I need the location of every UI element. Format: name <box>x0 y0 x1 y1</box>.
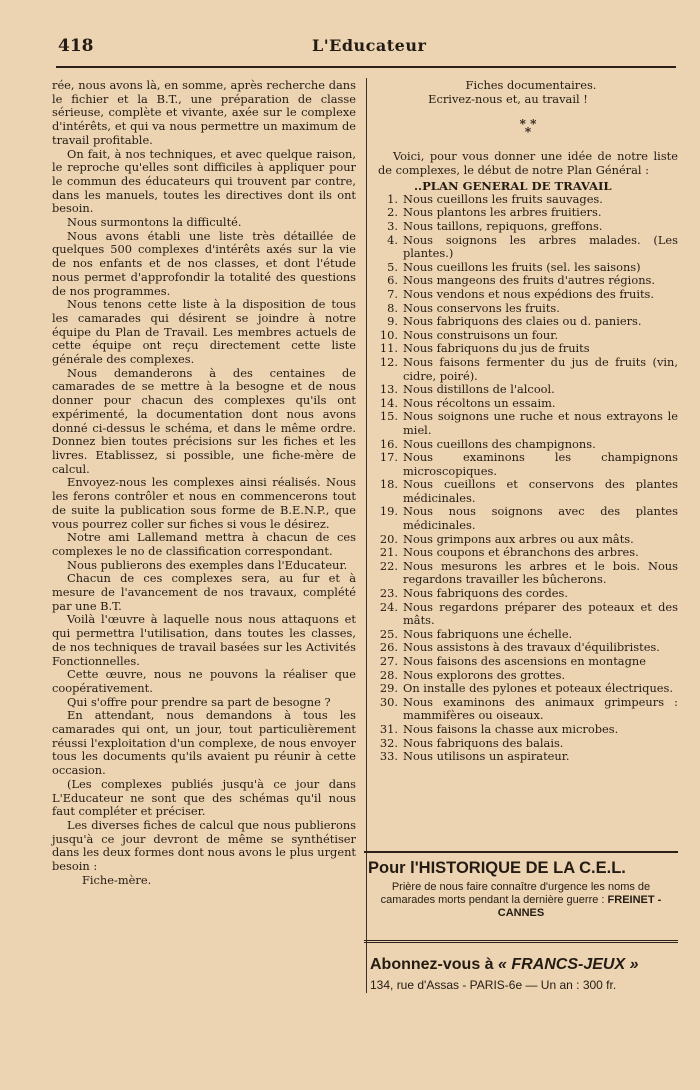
plan-item-text: Nous utilisons un aspirateur. <box>403 749 570 764</box>
plan-item-text: Nous assistons à des travaux d'équilibristes. <box>403 640 660 655</box>
plan-item-number: 11. <box>379 341 398 356</box>
plan-item-text: Nous plantons les arbres fruitiers. <box>403 205 602 220</box>
plan-item-number: 15. <box>379 409 398 424</box>
plan-item-number: 13. <box>379 382 398 397</box>
plan-item <box>378 193 678 207</box>
plan-item <box>378 546 678 560</box>
plan-item <box>378 533 678 547</box>
plan-item-text: Nous coupons et ébranchons des arbres. <box>403 545 639 560</box>
plan-item-number: 21. <box>379 545 398 560</box>
plan-item-number: 6. <box>387 273 398 288</box>
right-column <box>378 79 678 764</box>
plan-item-text: Nous faisons la chasse aux microbes. <box>403 721 619 736</box>
plan-item-number: 24. <box>379 599 398 614</box>
plan-item <box>378 288 678 302</box>
plan-item <box>378 641 678 655</box>
plan-item <box>378 356 678 383</box>
paragraph: Nous surmontons la difficulté. <box>67 215 242 230</box>
plan-item-number: 3. <box>387 219 398 233</box>
plan-item-number: 7. <box>387 286 398 301</box>
abonnement-title <box>370 955 678 975</box>
plan-item-text: Nous soignons une ruche et nous extrayons le miel. <box>403 409 678 437</box>
plan-item-number: 17. <box>379 450 398 465</box>
plan-item <box>378 234 678 261</box>
paragraph: Cette œuvre, nous ne pouvons la réaliser que coopérativement. <box>52 667 356 695</box>
historique-notice <box>364 851 678 920</box>
plan-item-text: Nous conservons les fruits. <box>403 300 560 315</box>
paragraph: En attendant, nous demandons à tous les camarades qui ont, un jour, tout particulièrement réussi l'exploitation d'un complexe, de nous envoyer tous les documents qu'ils avaient pu réunir à cette occasion. <box>52 708 356 778</box>
plan-item-number: 31. <box>379 721 398 736</box>
plan-item-number: 14. <box>379 395 398 410</box>
paragraph: Nous tenons cette liste à la disposition de tous les camarades qui désirent se joindre à notre équipe du Plan de Travail. Les membres actuels de cette équipe ont reçu directement cette liste générale des complexes. <box>52 297 356 367</box>
plan-item-number: 28. <box>379 667 398 682</box>
plan-item <box>378 505 678 532</box>
plan-item <box>378 315 678 329</box>
plan-item <box>378 750 678 764</box>
paragraph: (Les complexes publiés jusqu'à ce jour dans L'Educateur ne sont que des schémas qu'il nous faut compléter et préciser. <box>52 776 356 819</box>
paragraph: Les diverses fiches de calcul que nous publierons jusqu'à ce jour devront de même se synthétiser dans les deux formes dont nous avons le plus urgent besoin : <box>52 817 356 874</box>
abonnement-name: « FRANCS-JEUX » <box>498 956 639 973</box>
plan-item-text: Nous cueillons les fruits (sel. les saisons) <box>403 259 641 274</box>
plan-list <box>378 193 678 764</box>
plan-item-number: 8. <box>387 300 398 315</box>
plan-item <box>378 723 678 737</box>
paragraph: Nous publierons des exemples dans l'Educateur. <box>67 557 348 572</box>
paragraph: rée, nous avons là, en somme, après recherche dans le fichier et la B.T., une préparation de classe sérieuse, complète et vivante, axée sur le complexe d'intérêts, et qui va nous permettre un maximum de travail profitable. <box>52 78 356 147</box>
plan-item <box>378 220 678 234</box>
abonnement-address: 134, rue d'Assas - PARIS-6e — Un an : 300 fr. <box>370 978 617 992</box>
plan-lead: Voici, pour vous donner une idée de notre liste de complexes, le début de notre Plan Général : <box>378 149 678 178</box>
plan-item-text: Nous examinons les champignons microscopiques. <box>403 450 678 478</box>
plan-item-text: Nous fabriquons des cordes. <box>403 586 568 601</box>
plan-item-text: Nous fabriquons du jus de fruits <box>403 341 590 356</box>
plan-item-number: 27. <box>379 654 398 668</box>
plan-item <box>378 438 678 452</box>
plan-item-number: 16. <box>379 436 398 451</box>
plan-item-text: Nous faisons fermenter du jus de fruits (vin, cidre, poiré). <box>403 354 678 383</box>
plan-item <box>378 383 678 397</box>
plan-item-text: Nous construisons un four. <box>403 327 559 342</box>
header-rule <box>56 66 676 68</box>
plan-item-text: Nous soignons les arbres malades. (Les plantes.) <box>403 232 678 261</box>
historique-contact: FREINET - CANNES <box>497 894 662 919</box>
abonnement-notice <box>364 940 678 992</box>
plan-item-text: Nous fabriquons des balais. <box>403 735 564 750</box>
plan-item <box>378 478 678 505</box>
plan-item-number: 18. <box>379 477 398 492</box>
plan-item-number: 26. <box>379 640 398 655</box>
plan-item-number: 5. <box>387 259 398 274</box>
paragraph: Notre ami Lallemand mettra à chacun de ces complexes le no de classification correspondant. <box>52 530 356 558</box>
plan-item-number: 10. <box>379 327 398 342</box>
plan-item-number: 20. <box>379 531 398 546</box>
plan-item-text: Nous cueillons des champignons. <box>403 436 596 451</box>
plan-item-number: 4. <box>387 232 398 247</box>
paragraph: Envoyez-nous les complexes ainsi réalisés. Nous les ferons contrôler et nous en commencerons tout de suite la publication sous forme de B.E.N.P., que vous pourrez coller sur fiches si vous le désirez. <box>52 475 356 531</box>
plan-item-text: Nous regardons préparer des poteaux et des mâts. <box>403 599 678 628</box>
plan-item <box>378 274 678 288</box>
plan-item-text: Nous cueillons les fruits sauvages. <box>403 191 603 206</box>
plan-item-text: Nous examinons des animaux grimpeurs : mammifères ou oiseaux. <box>403 694 678 723</box>
plan-item <box>378 342 678 356</box>
plan-item-text: Nous taillons, repiquons, greffons. <box>403 219 603 233</box>
plan-item <box>378 669 678 683</box>
plan-item-number: 33. <box>379 749 398 764</box>
historique-text: Prière de nous faire connaître d'urgence les noms de camarades morts pendant la dernière guerre : <box>380 881 651 906</box>
plan-item-text: Nous vendons et nous expédions des fruits. <box>403 286 655 301</box>
plan-item-text: Nous grimpons aux arbres ou aux mâts. <box>403 531 634 546</box>
plan-item-text: Nous mesurons les arbres et le bois. Nous regardons travailler les bûcherons. <box>403 558 678 587</box>
plan-title: ..PLAN GENERAL DE TRAVAIL <box>414 178 612 193</box>
plan-item <box>378 560 678 587</box>
plan-item-text: Nous faisons des ascensions en montagne <box>403 654 646 668</box>
abonnement-prefix: Abonnez-vous à <box>370 956 494 973</box>
plan-item-text: Nous mangeons des fruits d'autres régions. <box>403 273 655 288</box>
plan-item <box>378 587 678 601</box>
page-number: 418 <box>58 36 94 56</box>
plan-item-number: 25. <box>379 626 398 641</box>
plan-item-text: Nous nous soignons avec des plantes médicinales. <box>403 504 678 533</box>
plan-item-number: 1. <box>387 191 398 206</box>
plan-item-number: 32. <box>379 735 398 750</box>
plan-item <box>378 628 678 642</box>
left-column <box>52 79 356 887</box>
plan-item <box>378 696 678 723</box>
historique-body <box>364 881 678 920</box>
plan-item-number: 12. <box>379 354 398 369</box>
plan-item-number: 2. <box>387 205 398 220</box>
stars-text: * * * <box>519 117 537 140</box>
plan-item-text: Nous récoltons un essaim. <box>403 395 556 410</box>
intro-line: Ecrivez-nous et, au travail ! <box>428 91 588 106</box>
paragraph: On fait, à nos techniques, et avec quelque raison, le reproche qu'elles sont difficiles à appliquer pour le commun des éducateurs qui trouvent par contre, dans les manuels, toutes les directives dont ils ont besoin. <box>52 146 356 216</box>
plan-item-text: Nous cueillons et conservons des plantes médicinales. <box>403 477 678 505</box>
plan-item-number: 19. <box>379 504 398 519</box>
plan-item <box>378 737 678 751</box>
plan-item-text: Nous fabriquons des claies ou d. paniers. <box>403 314 642 329</box>
plan-item <box>378 302 678 316</box>
section-stars <box>378 117 678 140</box>
plan-item <box>378 397 678 411</box>
plan-item-text: On installe des pylones et poteaux électriques. <box>403 681 673 696</box>
plan-item <box>378 261 678 275</box>
running-title: L'Educateur <box>312 36 427 55</box>
plan-item <box>378 329 678 343</box>
plan-item-number: 30. <box>379 694 398 709</box>
plan-item-number: 9. <box>387 314 398 329</box>
plan-item <box>378 655 678 669</box>
historique-title: Pour l'HISTORIQUE DE LA C.E.L. <box>368 859 626 877</box>
plan-item <box>378 451 678 478</box>
plan-item <box>378 682 678 696</box>
plan-item-number: 23. <box>379 586 398 601</box>
paragraph: Chacun de ces complexes sera, au fur et à mesure de l'avancement de nos travaux, complété par une B.T. <box>52 571 356 613</box>
paragraph: Qui s'offre pour prendre sa part de besogne ? <box>67 694 331 709</box>
plan-item <box>378 601 678 628</box>
plan-item-text: Nous distillons de l'alcool. <box>403 382 555 397</box>
paragraph: Fiche-mère. <box>82 872 152 887</box>
plan-item <box>378 410 678 437</box>
plan-item-text: Nous explorons des grottes. <box>403 667 566 682</box>
paragraph: Nous avons établi une liste très détaillée de quelques 500 complexes d'intérêts axés sur la vie de nos enfants et de nos classes, et dont l'étude nous permet d'approfondir la totalité des questions de nos programmes. <box>52 228 356 298</box>
plan-item <box>378 206 678 220</box>
paragraph: Nous demanderons à des centaines de camarades de se mettre à la besogne et de nous donner pour chacun des complexes qu'ils ont expérimenté, la documentation dont nous avons donné ci-dessus le schéma, et dans le même ordre. Donnez bien toutes précisions sur les fiches et les livres. Etablissez, si possible, une fiche-mère de calcul. <box>52 365 356 476</box>
plan-item-number: 22. <box>379 558 398 573</box>
paragraph: Voilà l'œuvre à laquelle nous nous attaquons et qui permettra l'utilisation, dans toutes les classes, de nos techniques de travail basées sur les Activités Fonctionnelles. <box>52 612 356 668</box>
intro-line: Fiches documentaires. <box>465 78 597 92</box>
plan-item-number: 29. <box>379 681 398 696</box>
plan-item-text: Nous fabriquons une échelle. <box>403 626 573 641</box>
